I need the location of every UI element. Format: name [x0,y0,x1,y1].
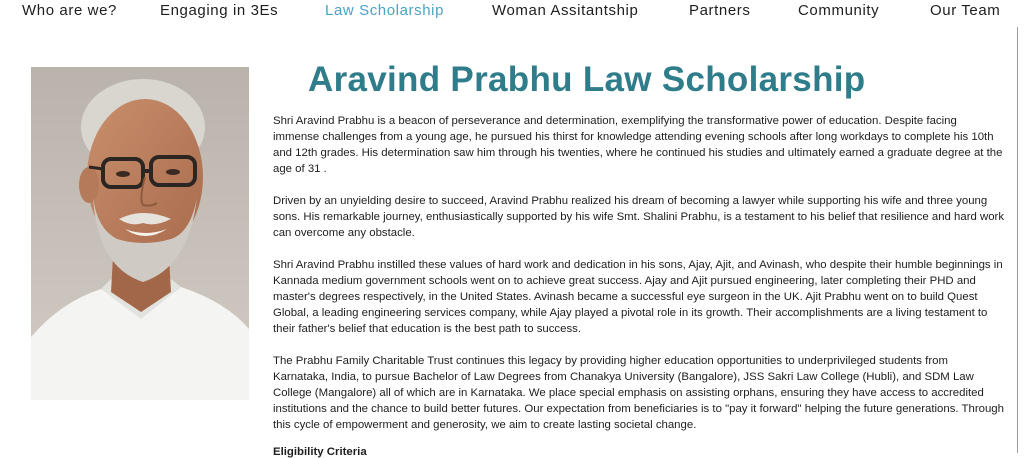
top-navigation [0,0,1024,24]
article-body [273,113,1005,449]
eligibility-heading: Eligibility Criteria [273,446,367,458]
paragraph-intro: Shri Aravind Prabhu is a beacon of perseverance and determination, exemplifying the transformative power of education. Despite facing immense challenges from a young age, he pursued his thirst for knowledge attending evening schools after long workdays to complete his 10th and 12th grades. His determination saw him through his twenties, where he continued his studies and ultimately earned a graduate degree at the age of 31 . [273,115,1003,175]
nav-woman-assitantship[interactable]: Woman Assitantship [492,2,639,19]
paragraph-sons: Shri Aravind Prabhu instilled these values of hard work and dedication in his sons, Ajay, Ajit, and Avinash, who despite their humble beginnings in Kannada medium government schools went on to achieve great success. Ajay and Ajit pursued engineering, later completing their PHD and master's degrees respectively, in the United States. Avinash became a successful eye surgeon in the UK. Ajit Prabhu went on to build Quest Global, a leading engineering services company, while Ajay played a pivotal role in its growth. Their accomplishments are a living testament to their father's belief that education is the best path to success. [273,259,1003,335]
nav-our-team[interactable]: Our Team [930,2,1001,19]
portrait-photo [31,67,249,400]
paragraph-lawyer: Driven by an unyielding desire to succeed, Aravind Prabhu realized his dream of becoming a lawyer while supporting his wife and three young sons. His remarkable journey, enthusiastically supported by his wife Smt. Shalini Prabhu, is a testament to his belief that resilience and hard work can overcome any obstacle. [273,195,1005,239]
nav-engaging-in-3es[interactable]: Engaging in 3Es [160,2,279,19]
page-title: Aravind Prabhu Law Scholarship [308,60,866,99]
page-edge-rule [1017,27,1018,453]
portrait-illustration [31,67,249,400]
nav-partners[interactable]: Partners [689,2,751,19]
nav-community[interactable]: Community [798,2,880,19]
paragraph-trust: The Prabhu Family Charitable Trust continues this legacy by providing higher education opportunities to underprivileged students from Karnataka, India, to pursue Bachelor of Law Degrees from Chanakya University (Bangalore), JSS Sakri Law College (Hubli), and SDM Law College (Mangalore) all of which are in Karnataka. We place special emphasis on assisting orphans, ensuring they have access to accredited institutions and the chance to build better futures. Our expectation from beneficiaries is to "pay it forward" helping the future generations. Through this cycle of empowerment and generosity, we aim to create lasting societal change. [273,355,1004,431]
nav-law-scholarship[interactable]: Law Scholarship [325,2,445,19]
nav-who-are-we[interactable]: Who are we? [22,2,117,19]
